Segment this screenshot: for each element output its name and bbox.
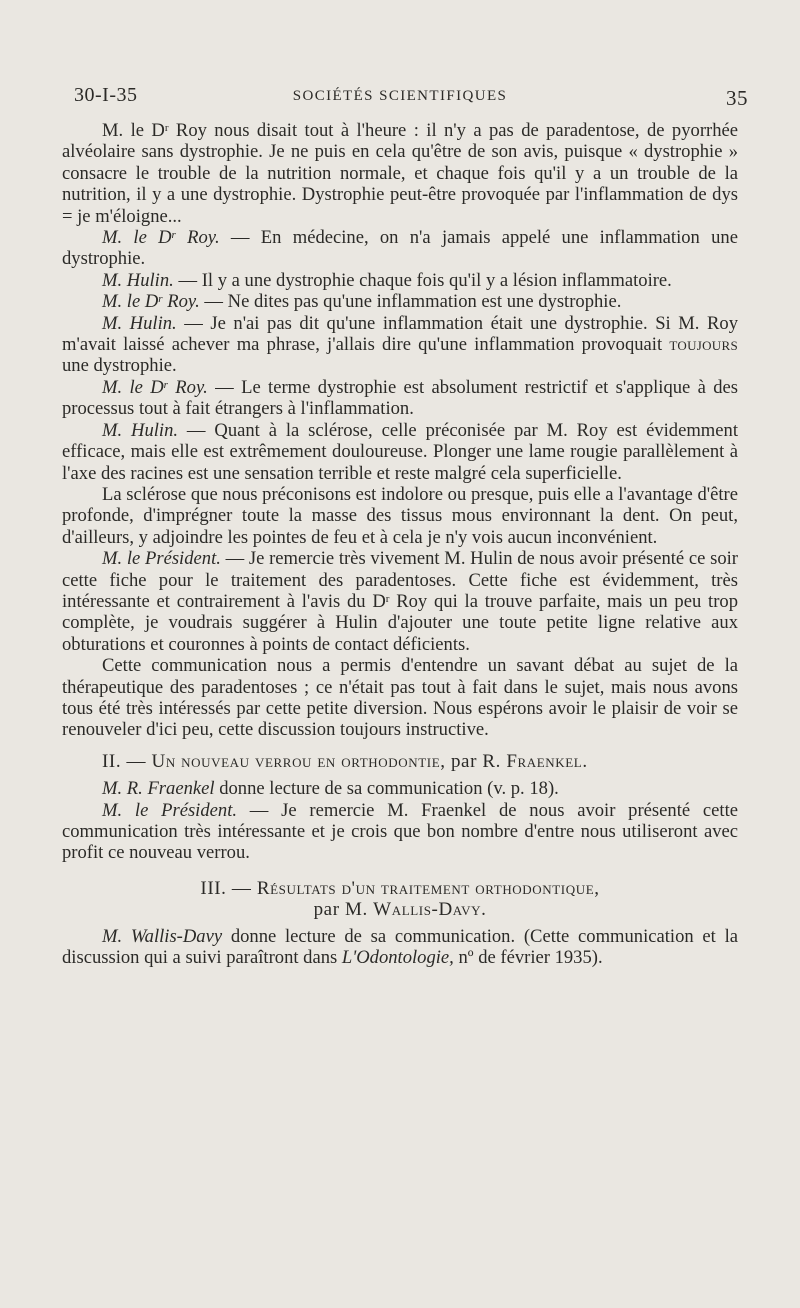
section-byline: par M. Wallis-Davy. [313, 898, 487, 920]
section-author: Wallis-Davy. [373, 898, 487, 920]
paragraph-text: Cette communication nous a permis d'entendre un savant débat au sujet de la thérapeutique des paradentoses ; ce n'était pas tout à fait dans le sujet, mais nous avons tous été très intéressés par cette petite diversion. Nous espérons avoir le plaisir de voir se renouveler d'ici peu, cette discussion toujours instructive. [62, 655, 738, 741]
superscript: r [385, 592, 390, 605]
paragraph [62, 270, 738, 291]
paragraph [62, 377, 738, 420]
paragraph-text: — Je remercie M. Fraenkel de nous avoir présenté cette communication très intéressante et je crois que bon nombre d'entre nous utiliseront avec profit ce nouveau verrou. [62, 799, 738, 864]
paragraph [62, 227, 738, 270]
paragraph [62, 291, 738, 312]
small-caps-word: toujours [669, 334, 738, 356]
paragraph [62, 120, 738, 227]
running-head [62, 80, 748, 120]
superscript: r [171, 229, 176, 242]
speaker-name: M. le $D^r$ Roy. [102, 227, 220, 249]
running-title: SOCIÉTÉS SCIENTIFIQUES [292, 88, 508, 104]
paragraph-text: Roy nous disait tout à l'heure : il n'y a pas de paradentose, de pyorrhée alvéolaire sans dystrophie. Je ne puis en cela qu'être de son avis, puisque « dystrophie » consacre le trouble de la nutrition normale, et chaque fois qu'il y a un trouble de la nutrition, il y a une dystrophie. Dystrophie peut-être provoquée par l'inflammation de dys = je m'éloigne... [62, 120, 739, 227]
paragraph-text-end: Roy qui la trouve parfaite, mais un peu trop complète, je voudrais suggérer à Hulin d'ajouter une toute petite ligne relative aux obturations et couronnes à points de contact déficients. [62, 590, 738, 655]
section-title: III. — Résultats d'un traitement orthodontique, [200, 877, 600, 899]
speaker-name: M. Hulin. [102, 269, 174, 291]
speaker-name: M. le Président. [102, 799, 238, 821]
paragraph [62, 484, 738, 548]
article-body [62, 120, 738, 969]
section-heading [62, 751, 738, 772]
paragraph-text: — Quant à la sclérose, celle préconisée par M. Roy est évidemment efficace, mais elle est extrêmement douloureuse. Plonger une lame rougie parallèlement à l'axe des racines est une sensation terrible et reste malgré cela superficielle. [62, 419, 738, 484]
paragraph [62, 800, 738, 864]
paragraph [62, 420, 738, 484]
paragraph [62, 926, 738, 969]
speaker-name: M. le $D^r$ Roy. [102, 376, 208, 398]
paragraph-text: — Je remercie très vivement M. Hulin de nous avoir présenté ce soir cette fiche pour le traitement des paradentoses. Cette fiche est évidemment, très intéressante et contrairement à l'avis du D [62, 548, 738, 612]
speaker-name: M. le Président. [102, 548, 221, 570]
superscript: r [158, 293, 163, 306]
paragraph-text: — Ne dites pas qu'une inflammation est une dystrophie. [199, 291, 622, 313]
paragraph-text-end: une dystrophie. [62, 355, 177, 377]
paragraph-text: — Il y a une dystrophie chaque fois qu'il y a lésion inflammatoire. [173, 269, 672, 291]
section-number: II. — [102, 750, 147, 772]
paragraph [62, 313, 738, 377]
paragraph [62, 548, 738, 655]
paragraph [62, 778, 738, 799]
paragraph-text: — Je n'ai pas dit qu'une inflammation était une dystrophie. Si M. Roy m'avait laissé achever ma phrase, j'allais dire qu'une inflammation provoquait [62, 312, 738, 356]
speaker-name: M. R. Fraenkel [102, 778, 215, 800]
paragraph-text: donne lecture de sa communication. (Cette communication et la discussion qui a suivi paraîtront dans [62, 925, 738, 969]
speaker-name: M. Hulin. [102, 312, 177, 334]
paragraph-text: — En médecine, on n'a jamais appelé une inflammation une dystrophie. [62, 227, 738, 270]
section-author: Fraenkel. [506, 750, 588, 772]
superscript: r [164, 122, 169, 134]
journal-title: L'Odontologie, [341, 947, 454, 969]
paragraph-text: La sclérose que nous préconisons est indolore ou presque, puis elle a l'avantage d'être profonde, d'imprégner toute la masse des tissus mous environnant la dent. On peut, d'ailleurs, y adjoindre les pointes de feu et à cela je n'y vois aucun inconvénient. [62, 483, 738, 548]
paragraph [62, 655, 738, 741]
section-heading [62, 878, 738, 920]
paragraph-text: — Le terme dystrophie est absolument restrictif et s'applique à des processus tout à fait étrangers à l'inflammation. [62, 376, 739, 420]
speaker-name: M. Wallis-Davy [102, 925, 223, 947]
section-title: Un nouveau verrou en orthodontie, [151, 750, 446, 772]
paragraph-text-end: nº de février 1935). [453, 947, 603, 969]
superscript: r [163, 378, 168, 391]
section-by: par R. [445, 750, 507, 772]
session-date: 30-I-35 [74, 84, 138, 106]
speaker-name: M. le $D^r$ Roy. [102, 291, 200, 313]
speaker-name: M. Hulin. [102, 419, 179, 441]
paragraph-lead: M. le D [102, 120, 165, 141]
page-number: 35 [726, 86, 748, 110]
paragraph-text: donne lecture de sa communication (v. p. 18). [214, 778, 559, 800]
